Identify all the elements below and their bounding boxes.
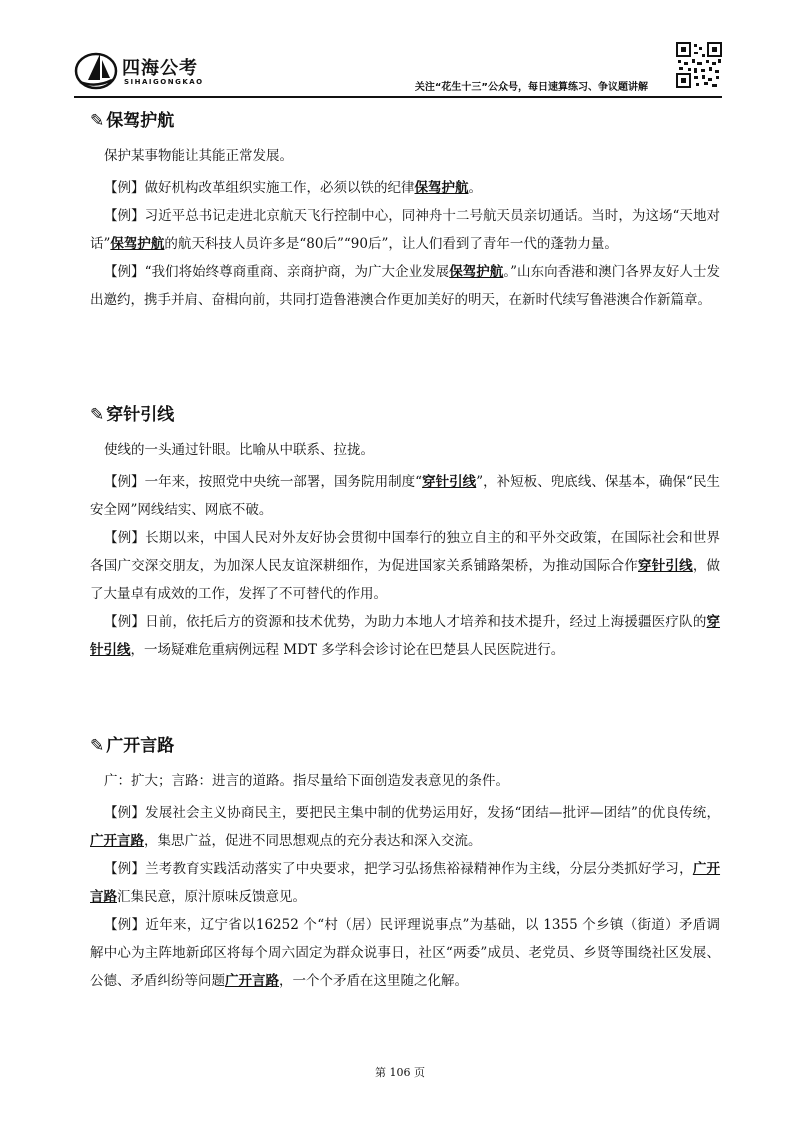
definition: 广：扩大；言路：进言的道路。指尽量给下面创造发表意见的条件。 [104,773,509,789]
sailboat-logo-icon [74,50,118,90]
example-text: 。”山东向香港和澳门各界友好人士发出邀约，携手并肩、奋楫向前，共同打造鲁港澳合作更加美好的明天，在新时代续写鲁港澳合作新篇章。 [90,264,720,308]
section-title [90,404,720,426]
example-tag: 【例】 [104,861,146,877]
example [90,911,720,995]
page-number: 第 106 页 [375,1066,425,1079]
example-tag: 【例】 [104,917,146,933]
example-text: ，一个个矛盾在这里随之化解。 [279,973,468,989]
example-text: 。 [468,180,482,196]
example-text: 习近平总书记走进北京航天飞行控制中心，同神舟十二号航天员亲切通话。当时，为这场“天地对话” [90,208,720,252]
example-text: 的航天科技人员许多是“80后”“90后”，让人们看到了青年一代的蓬勃力量。 [164,236,618,252]
example [90,202,720,258]
example-text: 近年来，辽宁省以16252 个“村（居）民评理说事点”为基础，以 1355 个乡镇（街道）矛盾调解中心为主阵地新邱区将每个周六固定为群众说事日，社区“两委”成员、老党员、乡贤等围绕社区发展、公德、矛盾纠纷等问题 [90,917,720,989]
example-text: ，一场疑难危重病例远程 MDT 多学科会诊讨论在巴楚县人民医院进行。 [130,642,565,658]
highlighted-term: 保驾护航 [414,180,469,196]
example [90,468,720,524]
highlighted-term: 保驾护航 [110,236,165,252]
highlighted-term: 穿针引线 [422,474,477,490]
brand-name: 四海公考 [122,58,198,79]
example-text: 发展社会主义协商民主，要把民主集中制的优势运用好，发扬“团结—批评—团结”的优良传统， [145,805,720,821]
highlighted-term: 广开言路 [90,833,144,849]
example-text: 日前，依托后方的资源和技术优势，为助力本地人才培养和技术提升，经过上海援疆医疗队的 [145,614,707,630]
qr-code-icon [676,42,722,88]
section-title-text: 保驾护航 [106,111,175,131]
example-text: ”，补短板、兜底线、保基本，确保“民生安全网”网线结实、网底不破。 [90,474,721,518]
example-tag: 【例】 [104,180,145,196]
example-text: 做好机构改革组织实施工作，必须以铁的纪律 [144,180,415,196]
example-text: 汇集民意，原汁原味反馈意见。 [117,889,306,905]
definition: 使线的一头通过针眼。比喻从中联系、拉拢。 [104,442,374,458]
section-title [90,735,720,757]
section-title-text: 穿针引线 [106,405,175,425]
example [90,799,720,855]
brand-subtitle: SIHAIGONGKAO [124,78,204,86]
highlighted-term: 广开言路 [90,861,721,905]
example-text: 长期以来，中国人民对外友好协会贯彻中国奉行的独立自主的和平外交政策，在国际社会和世界各国广交深交朋友，为加深人民友谊深耕细作，为促进国家关系铺路架桥，为推动国际合作 [90,530,721,574]
example-tag: 【例】 [104,208,145,224]
highlighted-term: 穿针引线 [90,614,721,658]
pencil-icon: ✎ [90,111,105,131]
example [90,174,720,202]
highlighted-term: 保驾护航 [449,264,504,280]
idiom-section-chuanzhen [90,404,720,664]
example [90,855,720,911]
example-text: “我们将始终尊商重商、亲商护商，为广大企业发展 [144,264,450,280]
pencil-icon: ✎ [90,405,105,425]
header-divider [74,96,722,98]
example-tag: 【例】 [104,805,146,821]
example-tag: 【例】 [104,474,145,490]
example-text: 兰考教育实践活动落实了中央要求，把学习弘扬焦裕禄精神作为主线，分层分类抓好学习， [145,861,693,877]
section-title [90,110,720,132]
example-tag: 【例】 [104,530,146,546]
header-slogan: 关注“花生十三”公众号，每日速算练习、争议题讲解 [414,82,648,93]
page-header [74,42,722,96]
example-text: ，集思广益，促进不同思想观点的充分表达和深入交流。 [144,833,482,849]
highlighted-term: 广开言路 [225,973,279,989]
section-title-text: 广开言路 [106,736,175,756]
example [90,524,720,608]
example-tag: 【例】 [104,264,145,280]
definition: 保护某事物能让其能正常发展。 [104,148,293,164]
example-tag: 【例】 [104,614,146,630]
example [90,608,720,664]
highlighted-term: 穿针引线 [638,558,693,574]
idiom-section-guangkai [90,735,720,995]
example [90,258,720,314]
idiom-section-baojia [90,110,720,314]
example-text: 一年来，按照党中央统一部署，国务院用制度“ [144,474,423,490]
pencil-icon: ✎ [90,736,105,756]
example-text: ，做了大量卓有成效的工作，发挥了不可替代的作用。 [90,558,721,602]
